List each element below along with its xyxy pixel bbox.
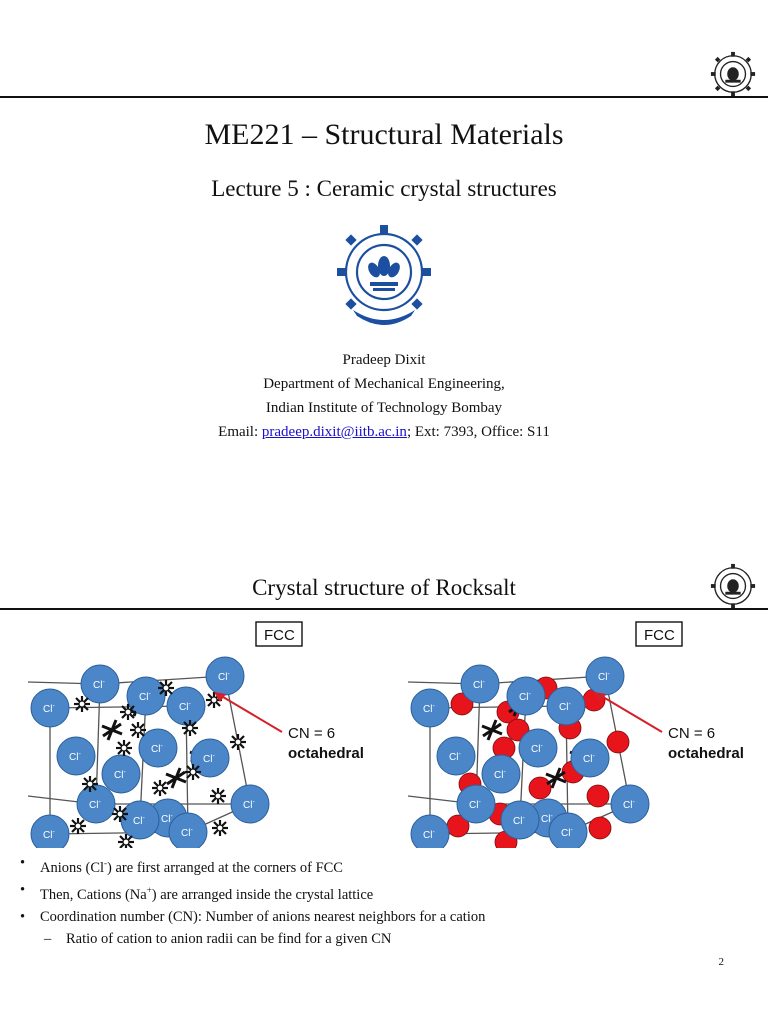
- cation-sphere: [589, 817, 611, 839]
- anion-sphere: [102, 755, 140, 793]
- anion-charge: -: [432, 829, 435, 836]
- bond-star: [102, 720, 122, 740]
- bond-stroke: [167, 772, 185, 784]
- cross-center: [215, 793, 221, 799]
- cross-center: [217, 825, 223, 831]
- anion-sphere: [549, 813, 587, 848]
- anion-label: Cl-: [473, 679, 485, 691]
- cation-cross: [210, 788, 226, 804]
- anion-sphere: [461, 665, 499, 703]
- anion-label: Cl-: [519, 691, 531, 703]
- bond-stroke: [547, 772, 565, 784]
- cation-cross: [74, 696, 90, 712]
- anion-sphere: [519, 729, 557, 767]
- anion-charge: -: [123, 769, 126, 776]
- anion-charge: -: [592, 753, 595, 760]
- anion-sphere: [501, 801, 539, 839]
- anion-charge: -: [478, 799, 481, 806]
- bond-star: [166, 768, 186, 788]
- bond-stroke: [103, 724, 121, 736]
- anion-sphere: [437, 737, 475, 775]
- anion-sphere: [411, 815, 449, 848]
- anion-charge: -: [632, 799, 635, 806]
- anion-charge: -: [458, 751, 461, 758]
- anion-charge: -: [148, 691, 151, 698]
- anion-charge: -: [570, 827, 573, 834]
- anion-label: Cl-: [423, 829, 435, 841]
- anion-charge: -: [52, 703, 55, 710]
- iitb-emblem-icon: [333, 222, 435, 330]
- content-slide: [0, 512, 768, 1024]
- page-number: 2: [718, 956, 724, 968]
- anion-sphere: [231, 785, 269, 823]
- cation-cross: [112, 806, 128, 822]
- anion-label: Cl-: [181, 827, 193, 839]
- anion-sphere: [81, 665, 119, 703]
- cation-cross: [82, 776, 98, 792]
- anion-charge: -: [212, 753, 215, 760]
- anion-sphere: [611, 785, 649, 823]
- anion-label: Cl-: [139, 691, 151, 703]
- anion-label: Cl-: [531, 743, 543, 755]
- unit-cell: [28, 657, 269, 848]
- anion-charge: -: [252, 799, 255, 806]
- department: Department of Mechanical Engineering,: [263, 376, 505, 392]
- bullet-item: • Then, Cations (Na+) are arranged inside the crystal lattice: [20, 881, 374, 903]
- cation-cross: [118, 834, 134, 848]
- anion-charge: -: [540, 743, 543, 750]
- cn-arrow: [218, 694, 282, 732]
- anion-label: Cl-: [43, 829, 55, 841]
- contact-rest: ; Ext: 7393, Office: S11: [406, 424, 550, 440]
- unit-cell: [408, 657, 649, 848]
- cross-center: [121, 745, 127, 751]
- author-block: [0, 348, 768, 444]
- anion-charge: -: [52, 829, 55, 836]
- anion-charge: -: [528, 691, 531, 698]
- anion-charge: -: [607, 671, 610, 678]
- octahedral-label: octahedral: [288, 745, 364, 762]
- anion-sphere: [57, 737, 95, 775]
- anion-charge: -: [102, 679, 105, 686]
- cross-center: [211, 697, 217, 703]
- cation-sphere: [607, 731, 629, 753]
- anion-label: Cl-: [559, 701, 571, 713]
- cation-sphere: [587, 785, 609, 807]
- anion-label: Cl-: [89, 799, 101, 811]
- header-rule: [0, 96, 768, 98]
- sub-bullet-item: – Ratio of cation to anion radii can be find for a given CN: [44, 930, 392, 947]
- cation-cross: [130, 722, 146, 738]
- anion-sphere: [31, 815, 69, 848]
- anion-charge: -: [568, 701, 571, 708]
- anion-label: Cl-: [583, 753, 595, 765]
- anion-label: Cl-: [541, 813, 553, 825]
- anion-charge: -: [160, 743, 163, 750]
- anion-sphere: [507, 677, 545, 715]
- cation-cross: [158, 680, 174, 696]
- anion-label: Cl-: [69, 751, 81, 763]
- cn-label: CN = 6: [668, 725, 716, 742]
- email-link[interactable]: pradeep.dixit@iitb.ac.in: [261, 424, 407, 440]
- anion-charge: -: [78, 751, 81, 758]
- cation-cross: [230, 734, 246, 750]
- anion-label: Cl-: [179, 701, 191, 713]
- cross-center: [187, 725, 193, 731]
- cross-center: [79, 701, 85, 707]
- anion-label: Cl-: [494, 769, 506, 781]
- cation-cross: [212, 820, 228, 836]
- anion-label: Cl-: [469, 799, 481, 811]
- cation-cross: [116, 740, 132, 756]
- anion-label: Cl-: [623, 799, 635, 811]
- anion-sphere: [586, 657, 624, 695]
- anion-sphere: [482, 755, 520, 793]
- cation-sphere: [529, 777, 551, 799]
- cross-center: [163, 685, 169, 691]
- anion-charge: -: [503, 769, 506, 776]
- octahedral-label: octahedral: [668, 745, 744, 762]
- anion-charge: -: [227, 671, 230, 678]
- author-name: Pradeep Dixit: [342, 352, 426, 368]
- anion-charge: -: [142, 815, 145, 822]
- slide-title: Crystal structure of Rocksalt: [252, 575, 516, 600]
- bullet-item: • Anions (Cl-) are first arranged at the corners of FCC: [20, 855, 343, 876]
- anion-sphere: [206, 657, 244, 695]
- fcc-label: FCC: [264, 627, 295, 644]
- rocksalt-figure-crosses: [18, 620, 388, 848]
- anion-label: Cl-: [513, 815, 525, 827]
- anion-label: Cl-: [114, 769, 126, 781]
- cross-center: [157, 785, 163, 791]
- anion-label: Cl-: [133, 815, 145, 827]
- anion-label: Cl-: [218, 671, 230, 683]
- anion-label: Cl-: [449, 751, 461, 763]
- anion-sphere: [167, 687, 205, 725]
- anion-label: Cl-: [151, 743, 163, 755]
- anion-sphere: [411, 689, 449, 727]
- bullet-list: [18, 852, 748, 950]
- anion-charge: -: [190, 827, 193, 834]
- bullet-item: • Coordination number (CN): Number of anions nearest neighbors for a cation: [20, 908, 486, 925]
- bond-star: [482, 720, 502, 740]
- anion-sphere: [77, 785, 115, 823]
- slide-title: ME221 – Structural Materials: [204, 118, 564, 151]
- anion-charge: -: [550, 813, 553, 820]
- cross-center: [75, 823, 81, 829]
- email-label: Email:: [218, 424, 262, 440]
- cross-center: [123, 839, 129, 845]
- contact-line: [0, 420, 768, 444]
- header-rule: [0, 608, 768, 610]
- anion-sphere: [31, 689, 69, 727]
- cn-label: CN = 6: [288, 725, 336, 742]
- cation-cross: [182, 720, 198, 736]
- institute: Indian Institute of Technology Bombay: [265, 400, 503, 416]
- cation-cross: [120, 704, 136, 720]
- anion-charge: -: [170, 813, 173, 820]
- anion-charge: -: [98, 799, 101, 806]
- cross-center: [135, 727, 141, 733]
- anion-sphere: [571, 739, 609, 777]
- anion-charge: -: [188, 701, 191, 708]
- cation-cross: [185, 764, 201, 780]
- fcc-label: FCC: [644, 627, 675, 644]
- cn-arrow: [598, 694, 662, 732]
- anion-sphere: [457, 785, 495, 823]
- cross-center: [87, 781, 93, 787]
- lecture-subtitle: Lecture 5 : Ceramic crystal structures: [211, 176, 557, 201]
- anion-label: Cl-: [561, 827, 573, 839]
- iitb-logo-icon: [704, 50, 762, 98]
- cation-cross: [70, 818, 86, 834]
- anion-charge: -: [482, 679, 485, 686]
- anion-sphere: [121, 801, 159, 839]
- anion-charge: -: [522, 815, 525, 822]
- anion-label: Cl-: [43, 703, 55, 715]
- anion-sphere: [139, 729, 177, 767]
- cross-center: [235, 739, 241, 745]
- anion-label: Cl-: [423, 703, 435, 715]
- bond-stroke: [483, 724, 501, 736]
- anion-label: Cl-: [598, 671, 610, 683]
- anion-label: Cl-: [161, 813, 173, 825]
- rocksalt-figure-spheres: [398, 620, 768, 848]
- anion-sphere: [547, 687, 585, 725]
- cation-cross: [152, 780, 168, 796]
- anion-label: Cl-: [243, 799, 255, 811]
- cross-center: [125, 709, 131, 715]
- lattice-edge: [50, 706, 186, 708]
- anion-label: Cl-: [93, 679, 105, 691]
- anion-sphere: [169, 813, 207, 848]
- anion-label: Cl-: [203, 753, 215, 765]
- cross-center: [190, 769, 196, 775]
- cross-center: [117, 811, 123, 817]
- anion-charge: -: [432, 703, 435, 710]
